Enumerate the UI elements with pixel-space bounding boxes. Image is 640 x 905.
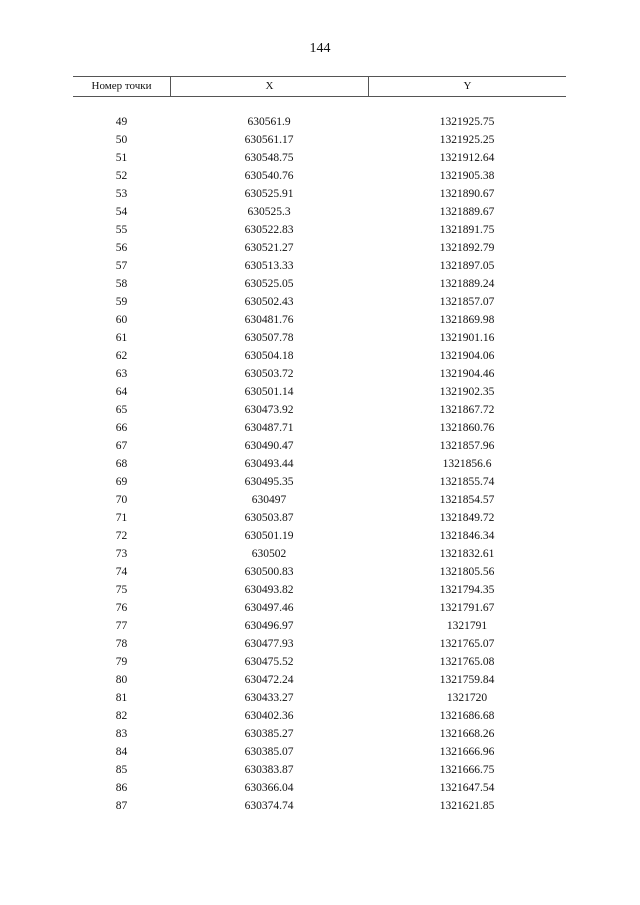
point-number-cell: 70 bbox=[115, 494, 128, 506]
y-coordinate-cell: 1321832.61 bbox=[439, 548, 495, 560]
y-coordinate-cell: 1321889.67 bbox=[439, 206, 495, 218]
x-coordinate-cell: 630385.27 bbox=[244, 728, 294, 740]
y-coordinate-cell: 1321891.75 bbox=[439, 224, 495, 236]
y-coordinate-cell: 1321905.38 bbox=[439, 170, 495, 182]
y-coordinate-cell: 1321869.98 bbox=[439, 314, 495, 326]
x-coordinate-cell: 630366.04 bbox=[244, 782, 294, 794]
point-number-cell: 85 bbox=[115, 764, 128, 776]
point-number-cell: 74 bbox=[115, 566, 128, 578]
table-row bbox=[73, 437, 566, 455]
y-coordinate-cell: 1321791 bbox=[446, 620, 488, 632]
x-coordinate-cell: 630561.9 bbox=[247, 116, 291, 128]
table-row bbox=[73, 455, 566, 473]
point-number-cell: 71 bbox=[115, 512, 128, 524]
table-header bbox=[73, 76, 566, 97]
table-row bbox=[73, 239, 566, 257]
point-number-cell: 53 bbox=[115, 188, 128, 200]
x-coordinate-cell: 630504.18 bbox=[244, 350, 294, 362]
table-row bbox=[73, 797, 566, 815]
point-number-cell: 84 bbox=[115, 746, 128, 758]
point-number-cell: 64 bbox=[115, 386, 128, 398]
y-coordinate-cell: 1321889.24 bbox=[439, 278, 495, 290]
page-number: 144 bbox=[309, 41, 331, 56]
table-row bbox=[73, 167, 566, 185]
x-coordinate-cell: 630481.76 bbox=[244, 314, 294, 326]
point-number-cell: 83 bbox=[115, 728, 128, 740]
point-number-cell: 69 bbox=[115, 476, 128, 488]
table-row bbox=[73, 779, 566, 797]
y-coordinate-cell: 1321892.79 bbox=[439, 242, 495, 254]
y-coordinate-cell: 1321849.72 bbox=[439, 512, 495, 524]
table-row bbox=[73, 761, 566, 779]
y-coordinate-cell: 1321904.06 bbox=[439, 350, 495, 362]
table-row bbox=[73, 419, 566, 437]
table-row bbox=[73, 599, 566, 617]
point-number-cell: 75 bbox=[115, 584, 128, 596]
y-coordinate-cell: 1321846.34 bbox=[439, 530, 495, 542]
point-number-cell: 81 bbox=[115, 692, 128, 704]
point-number-cell: 59 bbox=[115, 296, 128, 308]
table-row bbox=[73, 113, 566, 131]
x-coordinate-cell: 630540.76 bbox=[244, 170, 294, 182]
coordinates-table bbox=[73, 76, 566, 815]
point-number-cell: 56 bbox=[115, 242, 128, 254]
point-number-cell: 57 bbox=[115, 260, 128, 272]
y-coordinate-cell: 1321666.96 bbox=[439, 746, 495, 758]
x-coordinate-cell: 630472.24 bbox=[244, 674, 294, 686]
x-coordinate-cell: 630503.87 bbox=[244, 512, 294, 524]
table-row bbox=[73, 383, 566, 401]
x-coordinate-cell: 630402.36 bbox=[244, 710, 294, 722]
point-number-cell: 61 bbox=[115, 332, 128, 344]
point-number-cell: 49 bbox=[115, 116, 128, 128]
table-row bbox=[73, 563, 566, 581]
x-coordinate-cell: 630521.27 bbox=[244, 242, 294, 254]
point-number-cell: 79 bbox=[115, 656, 128, 668]
table-row bbox=[73, 185, 566, 203]
point-number-cell: 78 bbox=[115, 638, 128, 650]
y-coordinate-cell: 1321901.16 bbox=[439, 332, 495, 344]
y-coordinate-cell: 1321805.56 bbox=[439, 566, 495, 578]
y-coordinate-cell: 1321860.76 bbox=[439, 422, 495, 434]
y-coordinate-cell: 1321791.67 bbox=[439, 602, 495, 614]
x-coordinate-cell: 630496.97 bbox=[244, 620, 294, 632]
point-number-cell: 77 bbox=[115, 620, 128, 632]
point-number-cell: 86 bbox=[115, 782, 128, 794]
x-coordinate-cell: 630497.46 bbox=[244, 602, 294, 614]
table-row bbox=[73, 671, 566, 689]
y-coordinate-cell: 1321794.35 bbox=[439, 584, 495, 596]
x-coordinate-cell: 630507.78 bbox=[244, 332, 294, 344]
x-coordinate-cell: 630495.35 bbox=[244, 476, 294, 488]
x-coordinate-cell: 630473.92 bbox=[244, 404, 294, 416]
y-coordinate-cell: 1321904.46 bbox=[439, 368, 495, 380]
table-row bbox=[73, 689, 566, 707]
y-coordinate-cell: 1321621.85 bbox=[439, 800, 495, 812]
header-y: Y bbox=[463, 80, 472, 92]
x-coordinate-cell: 630501.19 bbox=[244, 530, 294, 542]
x-coordinate-cell: 630501.14 bbox=[244, 386, 294, 398]
y-coordinate-cell: 1321854.57 bbox=[439, 494, 495, 506]
point-number-cell: 50 bbox=[115, 134, 128, 146]
point-number-cell: 73 bbox=[115, 548, 128, 560]
table-row bbox=[73, 473, 566, 491]
y-coordinate-cell: 1321902.35 bbox=[439, 386, 495, 398]
x-coordinate-cell: 630490.47 bbox=[244, 440, 294, 452]
point-number-cell: 63 bbox=[115, 368, 128, 380]
table-row bbox=[73, 527, 566, 545]
header-point-number: Номер точки bbox=[73, 77, 171, 96]
x-coordinate-cell: 630493.44 bbox=[244, 458, 294, 470]
x-coordinate-cell: 630497 bbox=[251, 494, 287, 506]
table-row bbox=[73, 545, 566, 563]
y-coordinate-cell: 1321867.72 bbox=[439, 404, 495, 416]
y-coordinate-cell: 1321856.6 bbox=[442, 458, 492, 470]
y-coordinate-cell: 1321668.26 bbox=[439, 728, 495, 740]
table-row bbox=[73, 149, 566, 167]
table-row bbox=[73, 707, 566, 725]
x-coordinate-cell: 630522.83 bbox=[244, 224, 294, 236]
x-coordinate-cell: 630548.75 bbox=[244, 152, 294, 164]
table-row bbox=[73, 635, 566, 653]
point-number-cell: 80 bbox=[115, 674, 128, 686]
table-row bbox=[73, 293, 566, 311]
table-row bbox=[73, 581, 566, 599]
x-coordinate-cell: 630525.05 bbox=[244, 278, 294, 290]
table-row bbox=[73, 725, 566, 743]
x-coordinate-cell: 630503.72 bbox=[244, 368, 294, 380]
x-coordinate-cell: 630513.33 bbox=[244, 260, 294, 272]
header-x: X bbox=[171, 77, 369, 96]
y-coordinate-cell: 1321666.75 bbox=[439, 764, 495, 776]
y-coordinate-cell: 1321897.05 bbox=[439, 260, 495, 272]
x-coordinate-cell: 630487.71 bbox=[244, 422, 294, 434]
table-row bbox=[73, 743, 566, 761]
table-body bbox=[73, 113, 566, 815]
x-coordinate-cell: 630433.27 bbox=[244, 692, 294, 704]
point-number-cell: 68 bbox=[115, 458, 128, 470]
point-number-cell: 67 bbox=[115, 440, 128, 452]
x-coordinate-cell: 630475.52 bbox=[244, 656, 294, 668]
point-number-cell: 65 bbox=[115, 404, 128, 416]
point-number-cell: 82 bbox=[115, 710, 128, 722]
y-coordinate-cell: 1321647.54 bbox=[439, 782, 495, 794]
table-row bbox=[73, 401, 566, 419]
y-coordinate-cell: 1321857.96 bbox=[439, 440, 495, 452]
table-row bbox=[73, 203, 566, 221]
x-coordinate-cell: 630477.93 bbox=[244, 638, 294, 650]
y-coordinate-cell: 1321720 bbox=[446, 692, 488, 704]
y-coordinate-cell: 1321759.84 bbox=[439, 674, 495, 686]
point-number-cell: 76 bbox=[115, 602, 128, 614]
x-coordinate-cell: 630525.91 bbox=[244, 188, 294, 200]
table-row bbox=[73, 509, 566, 527]
table-row bbox=[73, 257, 566, 275]
point-number-cell: 72 bbox=[115, 530, 128, 542]
x-coordinate-cell: 630383.87 bbox=[244, 764, 294, 776]
point-number-cell: 52 bbox=[115, 170, 128, 182]
x-coordinate-cell: 630525.3 bbox=[247, 206, 291, 218]
point-number-cell: 55 bbox=[115, 224, 128, 236]
table-row bbox=[73, 347, 566, 365]
y-coordinate-cell: 1321857.07 bbox=[439, 296, 495, 308]
point-number-cell: 51 bbox=[115, 152, 128, 164]
point-number-cell: 87 bbox=[115, 800, 128, 812]
x-coordinate-cell: 630385.07 bbox=[244, 746, 294, 758]
table-row bbox=[73, 491, 566, 509]
point-number-cell: 60 bbox=[115, 314, 128, 326]
point-number-cell: 58 bbox=[115, 278, 128, 290]
y-coordinate-cell: 1321855.74 bbox=[439, 476, 495, 488]
table-row bbox=[73, 221, 566, 239]
table-row bbox=[73, 653, 566, 671]
x-coordinate-cell: 630493.82 bbox=[244, 584, 294, 596]
y-coordinate-cell: 1321925.25 bbox=[439, 134, 495, 146]
table-row bbox=[73, 329, 566, 347]
x-coordinate-cell: 630500.83 bbox=[244, 566, 294, 578]
table-row bbox=[73, 365, 566, 383]
point-number-cell: 62 bbox=[115, 350, 128, 362]
table-row bbox=[73, 617, 566, 635]
table-row bbox=[73, 275, 566, 293]
table-row bbox=[73, 311, 566, 329]
y-coordinate-cell: 1321686.68 bbox=[439, 710, 495, 722]
x-coordinate-cell: 630561.17 bbox=[244, 134, 294, 146]
y-coordinate-cell: 1321912.64 bbox=[439, 152, 495, 164]
y-coordinate-cell: 1321925.75 bbox=[439, 116, 495, 128]
x-coordinate-cell: 630502.43 bbox=[244, 296, 294, 308]
point-number-cell: 66 bbox=[115, 422, 128, 434]
y-coordinate-cell: 1321890.67 bbox=[439, 188, 495, 200]
x-coordinate-cell: 630502 bbox=[251, 548, 287, 560]
table-row bbox=[73, 131, 566, 149]
y-coordinate-cell: 1321765.07 bbox=[439, 638, 495, 650]
point-number-cell: 54 bbox=[115, 206, 128, 218]
x-coordinate-cell: 630374.74 bbox=[244, 800, 294, 812]
y-coordinate-cell: 1321765.08 bbox=[439, 656, 495, 668]
